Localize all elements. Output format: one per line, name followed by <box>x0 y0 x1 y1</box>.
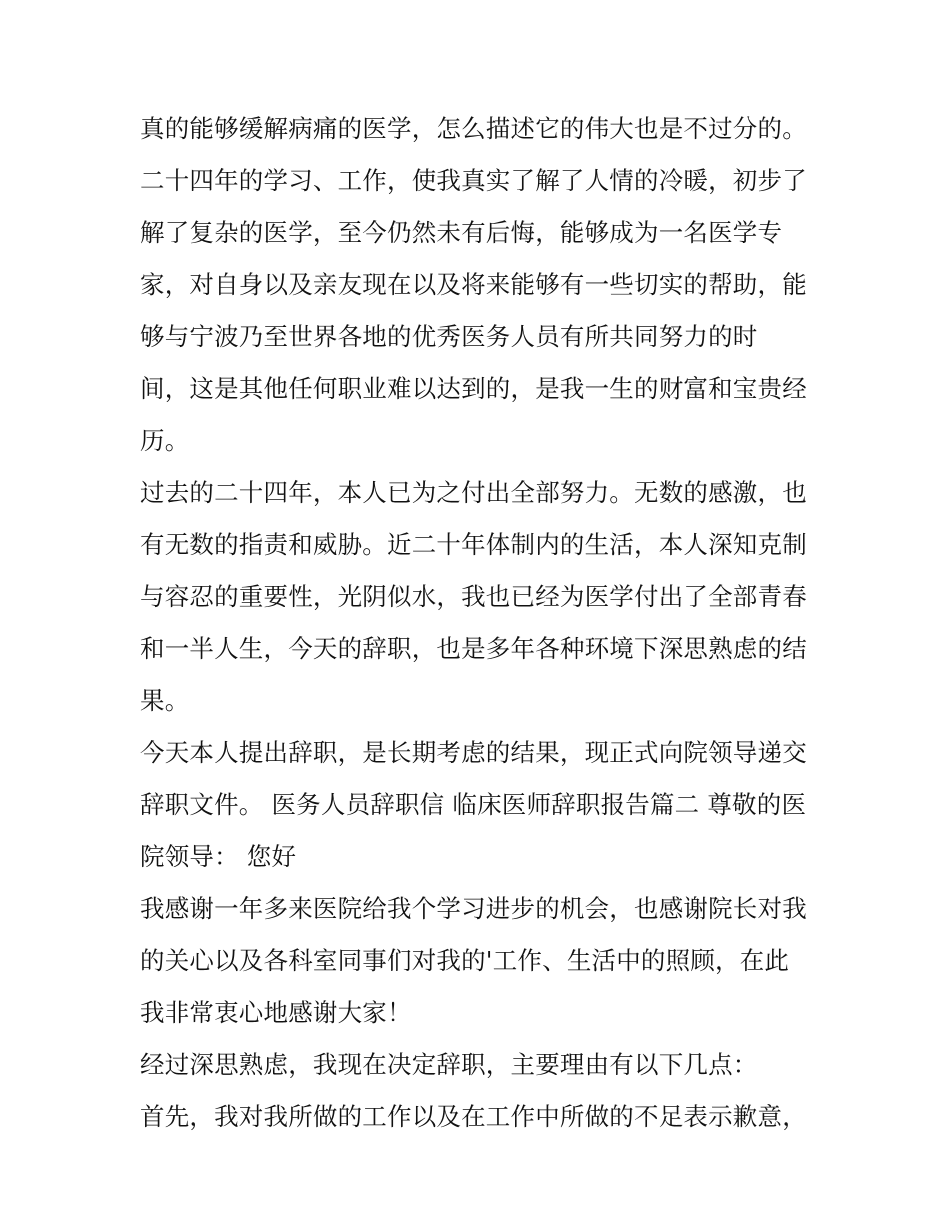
text-line: 首先，我对我所做的工作以及在工作中所做的不足表示歉意， <box>140 1102 807 1131</box>
text-line: 果。 <box>140 686 190 715</box>
text-line: 有无数的指责和威胁。近二十年体制内的生活，本人深知克制 <box>140 530 807 559</box>
text-line: 我非常衷心地感谢大家！ <box>140 998 412 1027</box>
text-line: 间，这是其他任何职业难以达到的，是我一生的财富和宝贵经 <box>140 374 807 403</box>
text-line: 院领导： 您好 <box>140 842 297 871</box>
text-line: 解了复杂的医学，至今仍然未有后悔，能够成为一名医学专 <box>140 218 783 247</box>
text-line: 过去的二十四年，本人已为之付出全部努力。无数的感激，也 <box>140 478 807 507</box>
text-line: 与容忍的重要性，光阴似水，我也已经为医学付出了全部青春 <box>140 582 807 611</box>
text-line: 辞职文件。 医务人员辞职信 临床医师辞职报告篇二 尊敬的医 <box>140 790 807 819</box>
text-line: 二十四年的学习、工作，使我真实了解了人情的冷暖，初步了 <box>140 166 807 195</box>
text-line: 我感谢一年多来医院给我个学习进步的机会，也感谢院长对我 <box>140 894 807 923</box>
text-line: 够与宁波乃至世界各地的优秀医务人员有所共同努力的时 <box>140 322 758 351</box>
text-line: 历。 <box>140 426 190 455</box>
text-line: 经过深思熟虑，我现在决定辞职，主要理由有以下几点： <box>140 1050 758 1079</box>
text-line: 今天本人提出辞职，是长期考虑的结果，现正式向院领导递交 <box>140 738 807 767</box>
text-line: 家，对自身以及亲友现在以及将来能够有一些切实的帮助，能 <box>140 270 807 299</box>
text-line: 真的能够缓解病痛的医学，怎么描述它的伟大也是不过分的。 <box>140 114 807 143</box>
text-line: 和一半人生，今天的辞职，也是多年各种环境下深思熟虑的结 <box>140 634 807 663</box>
text-line: 的关心以及各科室同事们对我的'工作、生活中的照顾，在此 <box>140 946 790 975</box>
body-text <box>140 103 820 1143</box>
